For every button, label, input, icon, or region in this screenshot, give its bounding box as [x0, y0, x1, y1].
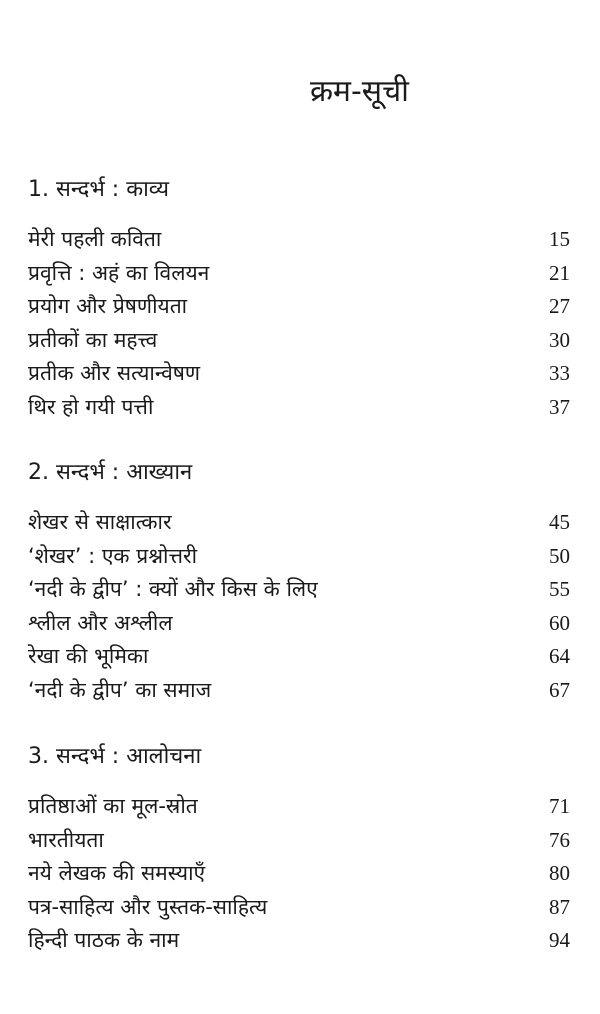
entry-list [28, 506, 570, 707]
entry-page-number: 45 [549, 510, 570, 534]
entry-list [28, 223, 570, 424]
section-kavya [28, 175, 570, 424]
entry-title: प्रवृत्ति : अहं का विलयन [28, 260, 210, 285]
toc-entry[interactable] [28, 223, 570, 257]
toc-entry[interactable] [28, 357, 570, 391]
entry-page-number: 76 [549, 827, 570, 852]
entry-title: प्रयोग और प्रेषणीयता [28, 294, 188, 318]
entry-page-number: 60 [549, 610, 570, 635]
toc-entry[interactable] [28, 924, 570, 958]
entry-title: ‘शेखर’ : एक प्रश्नोत्तरी [28, 543, 198, 568]
entry-title: श्लील और अश्लील [28, 610, 173, 635]
entry-title: प्रतिष्ठाओं का मूल-स्रोत [28, 794, 198, 818]
entry-list [28, 790, 570, 958]
entry-title: हिन्दी पाठक के नाम [28, 928, 180, 952]
entry-title: नये लेखक की समस्याएँ [28, 861, 206, 885]
entry-title: भारतीयता [28, 827, 104, 852]
entry-page-number: 37 [549, 394, 570, 419]
toc-entry[interactable] [28, 824, 570, 858]
entry-page-number: 67 [549, 677, 570, 702]
toc-entry[interactable] [28, 540, 570, 574]
toc-entry[interactable] [28, 790, 570, 824]
entry-title: प्रतीक और सत्यान्वेषण [28, 361, 201, 385]
toc-entry[interactable] [28, 674, 570, 708]
entry-title: मेरी पहली कविता [28, 227, 162, 251]
section-alochana [28, 742, 570, 958]
entry-title: ‘नदी के द्वीप’ का समाज [28, 677, 212, 702]
entry-page-number: 55 [549, 577, 570, 601]
section-heading: 3. सन्दर्भ : आलोचना [28, 744, 202, 769]
section-heading: 1. सन्दर्भ : काव्य [28, 177, 170, 202]
entry-page-number: 71 [549, 794, 570, 818]
toc-entry[interactable] [28, 573, 570, 607]
entry-title: रेखा की भूमिका [28, 644, 149, 668]
toc-entry[interactable] [28, 640, 570, 674]
entry-page-number: 94 [549, 928, 570, 952]
section-akhyan [28, 458, 570, 707]
section-heading: 2. सन्दर्भ : आख्यान [28, 460, 193, 485]
entry-title: पत्र-साहित्य और पुस्तक-साहित्य [28, 894, 268, 919]
entry-page-number: 80 [549, 861, 570, 885]
entry-page-number: 15 [549, 227, 570, 251]
toc-entry[interactable] [28, 290, 570, 324]
entry-page-number: 33 [549, 361, 570, 385]
page-title: क्रम-सूची [310, 74, 409, 109]
entry-page-number: 21 [549, 260, 570, 285]
entry-page-number: 64 [549, 644, 570, 668]
entry-title: थिर हो गयी पत्ती [28, 394, 154, 419]
toc-entry[interactable] [28, 257, 570, 291]
entry-page-number: 87 [549, 894, 570, 919]
entry-page-number: 30 [549, 327, 570, 352]
toc-entry[interactable] [28, 506, 570, 540]
entry-title: ‘नदी के द्वीप’ : क्यों और किस के लिए [28, 577, 318, 601]
toc-entry[interactable] [28, 607, 570, 641]
toc-entry[interactable] [28, 324, 570, 358]
entry-page-number: 50 [549, 543, 570, 568]
toc-entry[interactable] [28, 891, 570, 925]
entry-title: शेखर से साक्षात्कार [28, 510, 172, 534]
toc-entry[interactable] [28, 391, 570, 425]
toc-entry[interactable] [28, 857, 570, 891]
entry-title: प्रतीकों का महत्त्व [28, 327, 158, 352]
entry-page-number: 27 [549, 294, 570, 318]
